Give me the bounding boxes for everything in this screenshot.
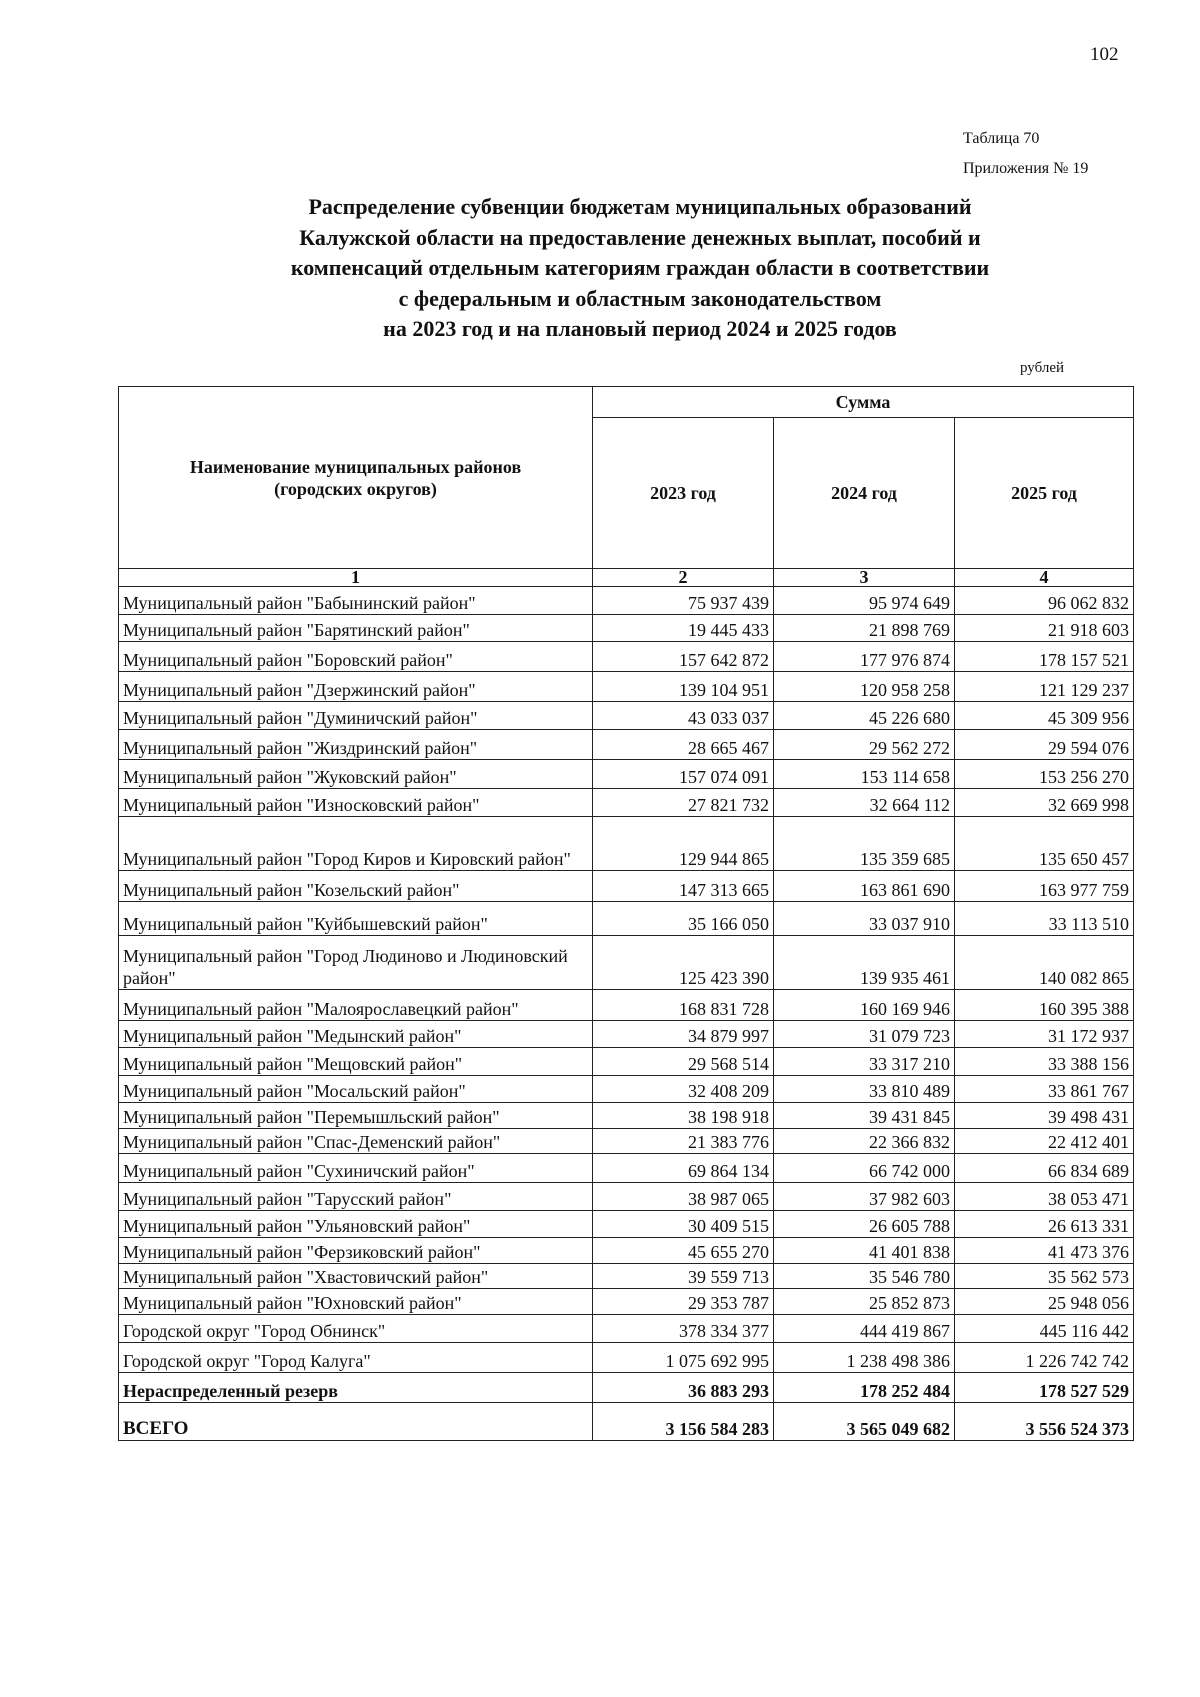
page-number: 102 [1090,44,1119,65]
value-2025: 121 129 237 [955,672,1134,702]
value-2024: 3 565 049 682 [774,1403,955,1441]
value-2025: 31 172 937 [955,1021,1134,1048]
title-line: с федеральным и областным законодательством [398,285,882,311]
district-name: Муниципальный район "Город Киров и Кировский район" [119,817,593,871]
value-2024: 66 742 000 [774,1154,955,1183]
sum-header: Сумма [593,387,1134,418]
appendix-reference: Приложения № 19 [963,160,1089,177]
table-row [119,1103,1134,1129]
value-2024: 21 898 769 [774,615,955,642]
value-2024: 33 810 489 [774,1076,955,1103]
table-row [119,871,1134,902]
table-row [119,1264,1134,1289]
value-2025: 96 062 832 [955,587,1134,615]
value-2024: 139 935 461 [774,936,955,990]
table-reference: Таблица 70 [963,130,1040,147]
table-row [119,672,1134,702]
value-2023: 75 937 439 [593,587,774,615]
value-2024: 33 317 210 [774,1048,955,1076]
value-2025: 33 113 510 [955,902,1134,936]
value-2025: 178 527 529 [955,1373,1134,1403]
district-name: Городской округ "Город Обнинск" [119,1315,593,1343]
district-name: Муниципальный район "Бабынинский район" [119,587,593,615]
table-row [119,1343,1134,1373]
value-2025: 33 388 156 [955,1048,1134,1076]
value-2023: 21 383 776 [593,1129,774,1154]
district-name: Муниципальный район "Хвастовичский район" [119,1264,593,1289]
year-header: 2025 год [955,418,1134,569]
value-2024: 26 605 788 [774,1211,955,1238]
value-2025: 1 226 742 742 [955,1343,1134,1373]
name-column-header-line: Наименование муниципальных районов [189,456,522,477]
district-name: ВСЕГО [119,1403,593,1441]
value-2024: 444 419 867 [774,1315,955,1343]
value-2024: 35 546 780 [774,1264,955,1289]
title-line: Распределение субвенции бюджетам муниципальных образований [308,194,972,219]
value-2023: 43 033 037 [593,702,774,730]
value-2024: 120 958 258 [774,672,955,702]
value-2025: 22 412 401 [955,1129,1134,1154]
column-number: 4 [955,569,1134,587]
table-row [119,730,1134,760]
table-body [119,587,1134,1441]
value-2025: 33 861 767 [955,1076,1134,1103]
value-2025: 445 116 442 [955,1315,1134,1343]
subvention-table [118,386,1134,1441]
value-2024: 135 359 685 [774,817,955,871]
district-name: Муниципальный район "Дзержинский район" [119,672,593,702]
value-2025: 38 053 471 [955,1183,1134,1211]
value-2023: 28 665 467 [593,730,774,760]
value-2025: 140 082 865 [955,936,1134,990]
value-2025: 45 309 956 [955,702,1134,730]
value-2023: 168 831 728 [593,990,774,1021]
value-2024: 39 431 845 [774,1103,955,1129]
value-2024: 177 976 874 [774,642,955,672]
table-row [119,789,1134,817]
value-2023: 139 104 951 [593,672,774,702]
value-2024: 1 238 498 386 [774,1343,955,1373]
value-2023: 378 334 377 [593,1315,774,1343]
value-2025: 35 562 573 [955,1264,1134,1289]
district-name: Муниципальный район "Тарусский район" [119,1183,593,1211]
units-label: рублей [1020,360,1065,376]
value-2025: 39 498 431 [955,1103,1134,1129]
table-row [119,1154,1134,1183]
value-2025: 3 556 524 373 [955,1403,1134,1441]
value-2024: 41 401 838 [774,1238,955,1264]
value-2023: 157 642 872 [593,642,774,672]
value-2023: 29 568 514 [593,1048,774,1076]
value-2024: 22 366 832 [774,1129,955,1154]
table-row [119,1048,1134,1076]
table-row [119,1076,1134,1103]
value-2023: 36 883 293 [593,1373,774,1403]
district-name: Муниципальный район "Мосальский район" [119,1076,593,1103]
table-row [119,587,1134,615]
value-2025: 26 613 331 [955,1211,1134,1238]
value-2025: 21 918 603 [955,615,1134,642]
value-2023: 147 313 665 [593,871,774,902]
value-2023: 38 987 065 [593,1183,774,1211]
column-number: 3 [774,569,955,587]
value-2023: 125 423 390 [593,936,774,990]
table-row [119,1183,1134,1211]
table-row [119,1129,1134,1154]
value-2023: 45 655 270 [593,1238,774,1264]
column-number: 2 [593,569,774,587]
value-2023: 3 156 584 283 [593,1403,774,1441]
value-2025: 41 473 376 [955,1238,1134,1264]
value-2023: 157 074 091 [593,760,774,789]
district-name: Муниципальный район "Медынский район" [119,1021,593,1048]
value-2025: 163 977 759 [955,871,1134,902]
district-name: Муниципальный район "Сухиничский район" [119,1154,593,1183]
value-2024: 33 037 910 [774,902,955,936]
value-2023: 38 198 918 [593,1103,774,1129]
year-header: 2024 год [774,418,955,569]
title-line: компенсаций отдельным категориям граждан области в соответствии [290,255,990,280]
table-row [119,990,1134,1021]
value-2025: 66 834 689 [955,1154,1134,1183]
district-name: Муниципальный район "Юхновский район" [119,1289,593,1315]
table-row [119,702,1134,730]
value-2025: 160 395 388 [955,990,1134,1021]
district-name: Муниципальный район "Спас-Деменский район" [119,1129,593,1154]
table-row [119,1238,1134,1264]
value-2025: 178 157 521 [955,642,1134,672]
value-2024: 163 861 690 [774,871,955,902]
district-name: Муниципальный район "Город Людиново и Людиновский район" [119,936,593,990]
value-2024: 178 252 484 [774,1373,955,1403]
value-2023: 34 879 997 [593,1021,774,1048]
value-2025: 32 669 998 [955,789,1134,817]
table-row [119,1021,1134,1048]
value-2023: 30 409 515 [593,1211,774,1238]
table-row [119,817,1134,871]
value-2023: 39 559 713 [593,1264,774,1289]
district-name: Муниципальный район "Жуковский район" [119,760,593,789]
value-2024: 32 664 112 [774,789,955,817]
value-2023: 1 075 692 995 [593,1343,774,1373]
district-name: Муниципальный район "Мещовский район" [119,1048,593,1076]
name-column-header-line: (городских округов) [274,478,437,499]
district-name: Муниципальный район "Перемышльский район" [119,1103,593,1129]
value-2023: 32 408 209 [593,1076,774,1103]
district-name: Муниципальный район "Малоярославецкий район" [119,990,593,1021]
reserve-row [119,1373,1134,1403]
district-name: Муниципальный район "Боровский район" [119,642,593,672]
value-2023: 27 821 732 [593,789,774,817]
value-2023: 35 166 050 [593,902,774,936]
value-2024: 153 114 658 [774,760,955,789]
name-column-header [119,387,593,569]
table-row [119,615,1134,642]
value-2024: 37 982 603 [774,1183,955,1211]
district-name: Муниципальный район "Ульяновский район" [119,1211,593,1238]
value-2025: 29 594 076 [955,730,1134,760]
value-2024: 25 852 873 [774,1289,955,1315]
district-name: Муниципальный район "Износковский район" [119,789,593,817]
value-2023: 129 944 865 [593,817,774,871]
value-2023: 19 445 433 [593,615,774,642]
table-row [119,1211,1134,1238]
table-row [119,936,1134,990]
district-name: Нераспределенный резерв [119,1373,593,1403]
value-2024: 95 974 649 [774,587,955,615]
value-2024: 31 079 723 [774,1021,955,1048]
title-line: Калужской области на предоставление денежных выплат, пособий и [299,224,981,250]
district-name: Муниципальный район "Жиздринский район" [119,730,593,760]
total-row [119,1403,1134,1441]
table-row [119,1315,1134,1343]
table-row [119,642,1134,672]
table-row [119,1289,1134,1315]
value-2024: 45 226 680 [774,702,955,730]
value-2023: 29 353 787 [593,1289,774,1315]
table-row [119,760,1134,789]
title-line: на 2023 год и на плановый период 2024 и 2025 годов [383,316,897,341]
year-header: 2023 год [593,418,774,569]
district-name: Муниципальный район "Барятинский район" [119,615,593,642]
district-name: Городской округ "Город Калуга" [119,1343,593,1373]
table-row [119,902,1134,936]
document-title [200,192,1080,345]
value-2024: 29 562 272 [774,730,955,760]
district-name: Муниципальный район "Куйбышевский район" [119,902,593,936]
value-2024: 160 169 946 [774,990,955,1021]
value-2023: 69 864 134 [593,1154,774,1183]
column-number: 1 [119,569,593,587]
value-2025: 25 948 056 [955,1289,1134,1315]
district-name: Муниципальный район "Думиничский район" [119,702,593,730]
district-name: Муниципальный район "Козельский район" [119,871,593,902]
value-2025: 153 256 270 [955,760,1134,789]
district-name: Муниципальный район "Ферзиковский район" [119,1238,593,1264]
value-2025: 135 650 457 [955,817,1134,871]
